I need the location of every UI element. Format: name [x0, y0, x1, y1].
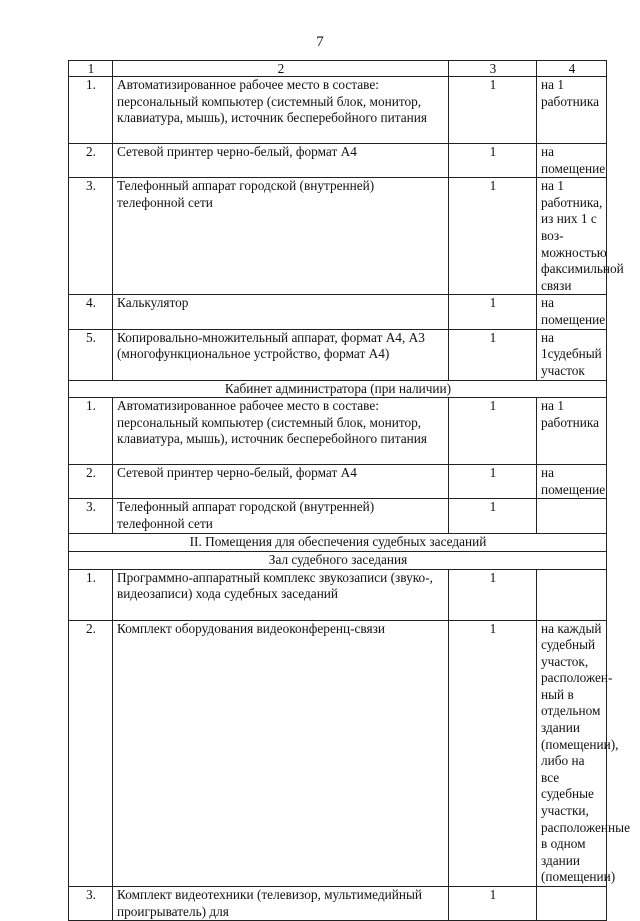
row-number: 1. [69, 77, 113, 144]
row-number: 2. [69, 144, 113, 178]
row-unit: на 1судебный участок [537, 329, 607, 380]
section-title-hall: Зал судебного заседания [69, 551, 607, 569]
row-number: 3. [69, 178, 113, 295]
row-quantity: 1 [449, 329, 537, 380]
row-unit [537, 499, 607, 534]
row-quantity: 1 [449, 295, 537, 329]
row-item-name: Телефонный аппарат городской (внутренней) телефонной сети [113, 499, 449, 534]
row-quantity: 1 [449, 77, 537, 144]
table-row [69, 465, 607, 499]
row-quantity: 1 [449, 569, 537, 620]
section-row [69, 534, 607, 552]
header-col-2: 2 [113, 61, 449, 77]
table-row [69, 295, 607, 329]
section-title-admin: Кабинет администратора (при наличии) [69, 380, 607, 398]
row-number: 1. [69, 398, 113, 465]
row-unit: на помещение [537, 144, 607, 178]
row-quantity: 1 [449, 144, 537, 178]
table-header-row [69, 61, 607, 77]
row-unit [537, 887, 607, 921]
section-row [69, 551, 607, 569]
row-number: 1. [69, 569, 113, 620]
row-item-name: Автоматизированное рабочее место в составе: персональный компьютер (системный блок, монитор, клавиатура, мышь), источник бесперебойного питания [113, 77, 449, 144]
row-number: 3. [69, 499, 113, 534]
header-col-1: 1 [69, 61, 113, 77]
row-number: 2. [69, 465, 113, 499]
equipment-table [68, 60, 630, 921]
row-item-name: Комплект видеотехники (телевизор, мультимедийный проигрыватель) для [113, 887, 449, 921]
header-col-3: 3 [449, 61, 537, 77]
row-quantity: 1 [449, 499, 537, 534]
row-quantity: 1 [449, 620, 537, 887]
row-quantity: 1 [449, 887, 537, 921]
row-item-name: Сетевой принтер черно-белый, формат А4 [113, 465, 449, 499]
section-title-ii: II. Помещения для обеспечения судебных заседаний [69, 534, 607, 552]
row-quantity: 1 [449, 178, 537, 295]
row-item-name: Комплект оборудования видеоконференц-связи [113, 620, 449, 887]
row-quantity: 1 [449, 398, 537, 465]
row-item-name: Сетевой принтер черно-белый, формат А4 [113, 144, 449, 178]
table-row [69, 178, 607, 295]
row-unit: на помещение [537, 295, 607, 329]
row-number: 2. [69, 620, 113, 887]
row-item-name: Программно-аппаратный комплекс звукозаписи (звуко-, видеозаписи) хода судебных заседаний [113, 569, 449, 620]
header-col-4: 4 [537, 61, 607, 77]
row-number: 4. [69, 295, 113, 329]
row-unit: на помещение [537, 465, 607, 499]
row-number: 5. [69, 329, 113, 380]
table-row [69, 77, 607, 144]
row-item-name: Телефонный аппарат городской (внутренней) телефонной сети [113, 178, 449, 295]
page-number: 7 [316, 34, 324, 50]
section-row [69, 380, 607, 398]
row-unit: на 1 работника [537, 398, 607, 465]
table-row [69, 144, 607, 178]
row-unit [537, 569, 607, 620]
row-unit: на каждый судебный участок, расположен-ный в отдельном здании (помещении), либо на все судебные участки, расположенные в одном здании (помещении) [537, 620, 607, 887]
table-row [69, 569, 607, 620]
row-item-name: Автоматизированное рабочее место в составе: персональный компьютер (системный блок, монитор, клавиатура, мышь), источник бесперебойного питания [113, 398, 449, 465]
row-unit: на 1 работника [537, 77, 607, 144]
table-row [69, 887, 607, 921]
row-number: 3. [69, 887, 113, 921]
row-item-name: Калькулятор [113, 295, 449, 329]
table-row [69, 499, 607, 534]
row-quantity: 1 [449, 465, 537, 499]
row-item-name: Копировально-множительный аппарат, формат А4, А3 (многофункциональное устройство, формат А4) [113, 329, 449, 380]
table-row [69, 398, 607, 465]
table-row [69, 620, 607, 887]
table-row [69, 329, 607, 380]
row-unit: на 1 работника, из них 1 с воз-можностью факсимильной связи [537, 178, 607, 295]
